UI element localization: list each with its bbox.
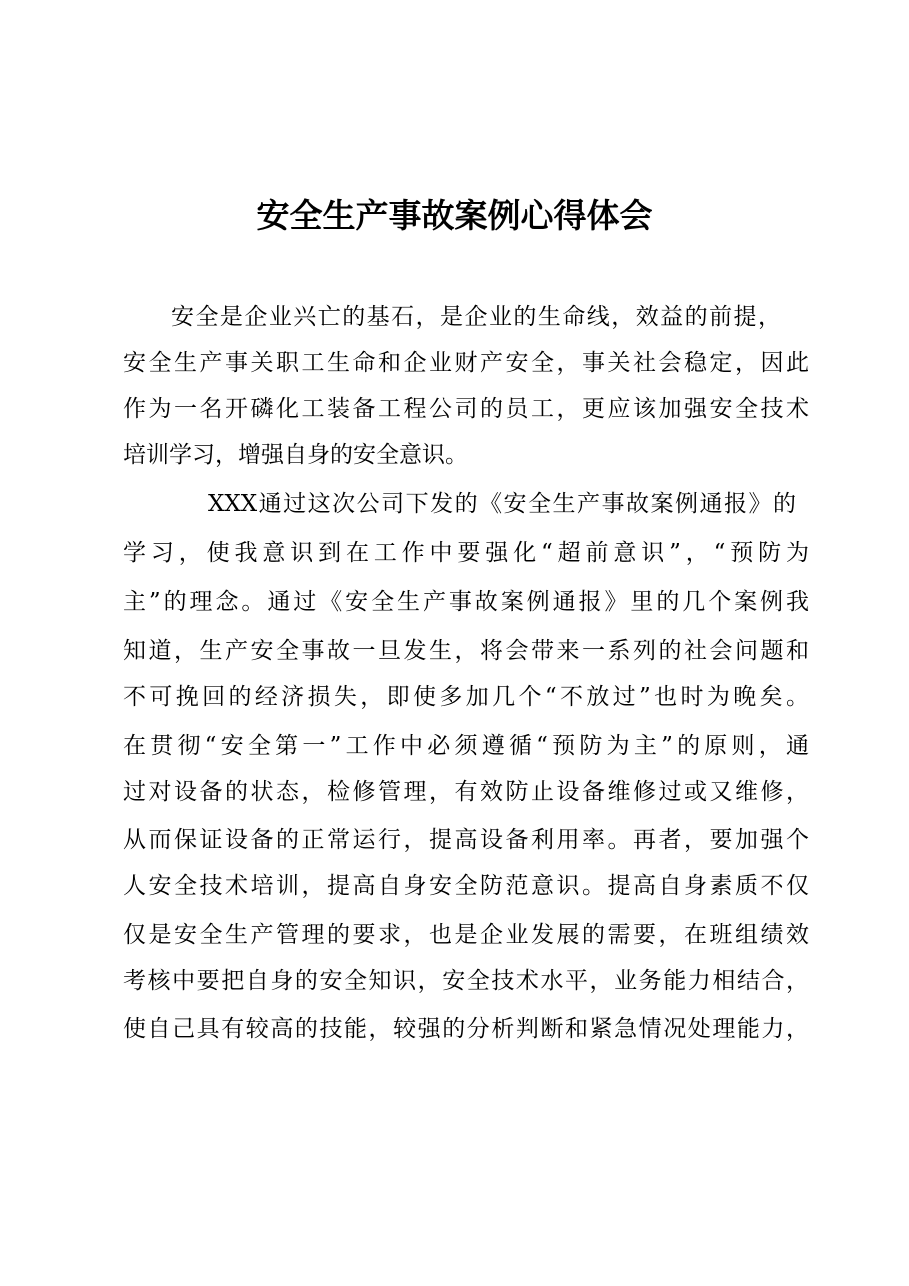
paragraph-2-line-2: 学习，使我意识到在工作中要强化“超前意识”，“预防为 bbox=[123, 540, 809, 566]
paragraph-1-line-3: 作为一名开磷化工装备工程公司的员工，更应该加强安全技术 bbox=[123, 396, 809, 422]
paragraph-2-line-9: 人安全技术培训，提高自身安全防范意识。提高自身素质不仅 bbox=[123, 873, 809, 899]
paragraph-1-line-4: 培训学习，增强自身的安全意识。 bbox=[123, 442, 468, 468]
paragraph-1-line-1: 安全是企业兴亡的基石，是企业的生命线，效益的前提， bbox=[171, 304, 781, 330]
paragraph-2-line-1: XXX通过这次公司下发的《安全生产事故案例通报》的 bbox=[208, 491, 796, 517]
paragraph-2-line-8: 从而保证设备的正常运行，提高设备利用率。再者，要加强个 bbox=[123, 827, 809, 853]
paragraph-2-line-6: 在贯彻“安全第一”工作中必须遵循“预防为主”的原则，通 bbox=[123, 733, 809, 759]
paragraph-2-line-3: 主”的理念。通过《安全生产事故案例通报》里的几个案例我 bbox=[123, 589, 809, 615]
paragraph-2-line-11: 考核中要把自身的安全知识，安全技术水平，业务能力相结合， bbox=[123, 968, 809, 994]
document-title: 安全生产事故案例心得体会 bbox=[256, 196, 653, 235]
paragraph-2-line-4: 知道，生产安全事故一旦发生，将会带来一系列的社会问题和 bbox=[123, 638, 809, 664]
paragraph-2-line-5: 不可挽回的经济损失，即使多加几个“不放过”也时为晚矣。 bbox=[123, 684, 809, 710]
paragraph-2-line-12: 使自己具有较高的技能，较强的分析判断和紧急情况处理能力， bbox=[123, 1016, 809, 1042]
paragraph-2-line-7: 过对设备的状态，检修管理，有效防止设备维修过或又维修， bbox=[123, 779, 809, 805]
paragraph-1-line-2: 安全生产事关职工生命和企业财产安全，事关社会稳定，因此 bbox=[123, 350, 809, 376]
paragraph-2-line-10: 仅是安全生产管理的要求，也是企业发展的需要，在班组绩效 bbox=[123, 922, 809, 948]
